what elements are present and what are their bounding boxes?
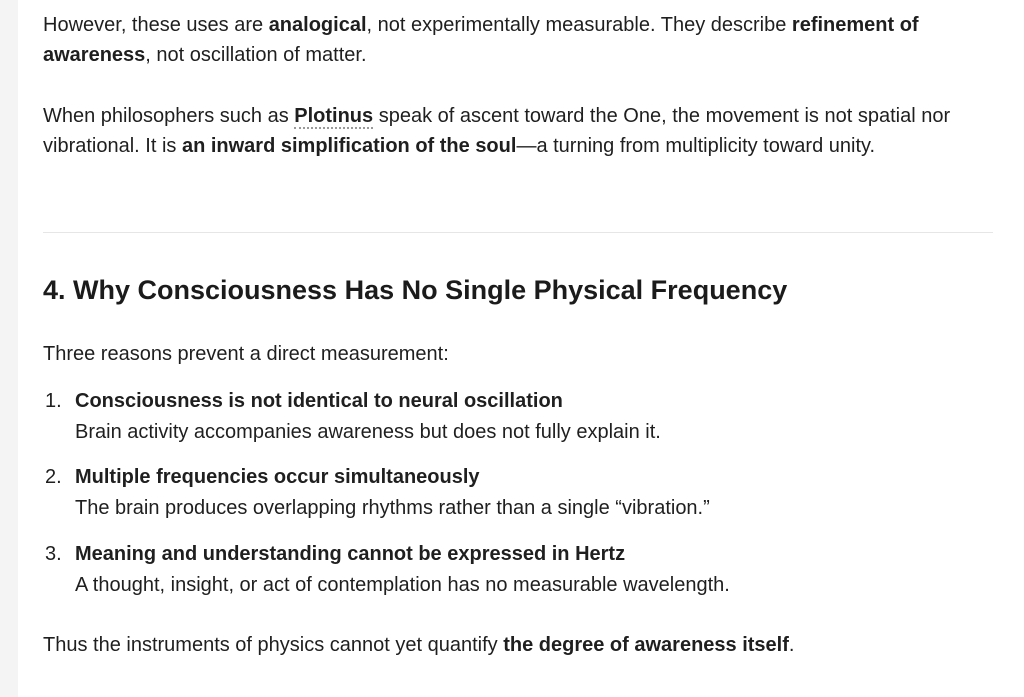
text-run: —a turning from multiplicity toward unity.	[516, 135, 876, 157]
paragraph-plotinus	[43, 101, 998, 161]
plotinus-link[interactable]: Plotinus	[294, 105, 374, 127]
reason-description: A thought, insight, or act of contemplation has no measurable wavelength.	[75, 574, 730, 596]
reason-title: Consciousness is not identical to neural oscillation	[75, 390, 563, 412]
reason-description: Brain activity accompanies awareness but does not fully explain it.	[75, 421, 661, 443]
conclusion-paragraph	[43, 630, 998, 660]
text-run: , not experimentally measurable. They describe	[366, 14, 792, 36]
text-run: speak of ascent toward the One, the movement is not spatial nor vibrational. It is	[43, 105, 951, 157]
text-run: Thus the instruments of physics cannot yet quantify	[43, 634, 504, 656]
section-heading: 4. Why Consciousness Has No Single Physical Frequency	[43, 275, 788, 305]
bold-term-degree-of-awareness: the degree of awareness itself	[503, 634, 789, 656]
text-run: , not oscillation of matter.	[145, 44, 367, 66]
reasons-lead: Three reasons prevent a direct measurement:	[43, 343, 449, 365]
text-run: When philosophers such as	[43, 105, 295, 127]
list-number: 1.	[45, 390, 62, 412]
list-number: 2.	[45, 466, 62, 488]
reason-title: Meaning and understanding cannot be expressed in Hertz	[75, 543, 626, 565]
text-run: .	[788, 634, 795, 656]
left-gutter	[0, 0, 18, 697]
paragraph-analogical-uses	[43, 10, 998, 70]
bold-term-inward-simplification: an inward simplification of the soul	[181, 135, 517, 157]
list-number: 3.	[45, 543, 62, 565]
reason-description: The brain produces overlapping rhythms rather than a single “vibration.”	[75, 497, 710, 519]
bold-term-refinement: refinement of awareness	[43, 14, 919, 66]
bold-term-analogical: analogical	[268, 14, 367, 36]
section-divider	[43, 232, 993, 233]
text-run: However, these uses are	[43, 14, 269, 36]
reason-title: Multiple frequencies occur simultaneously	[75, 466, 480, 488]
